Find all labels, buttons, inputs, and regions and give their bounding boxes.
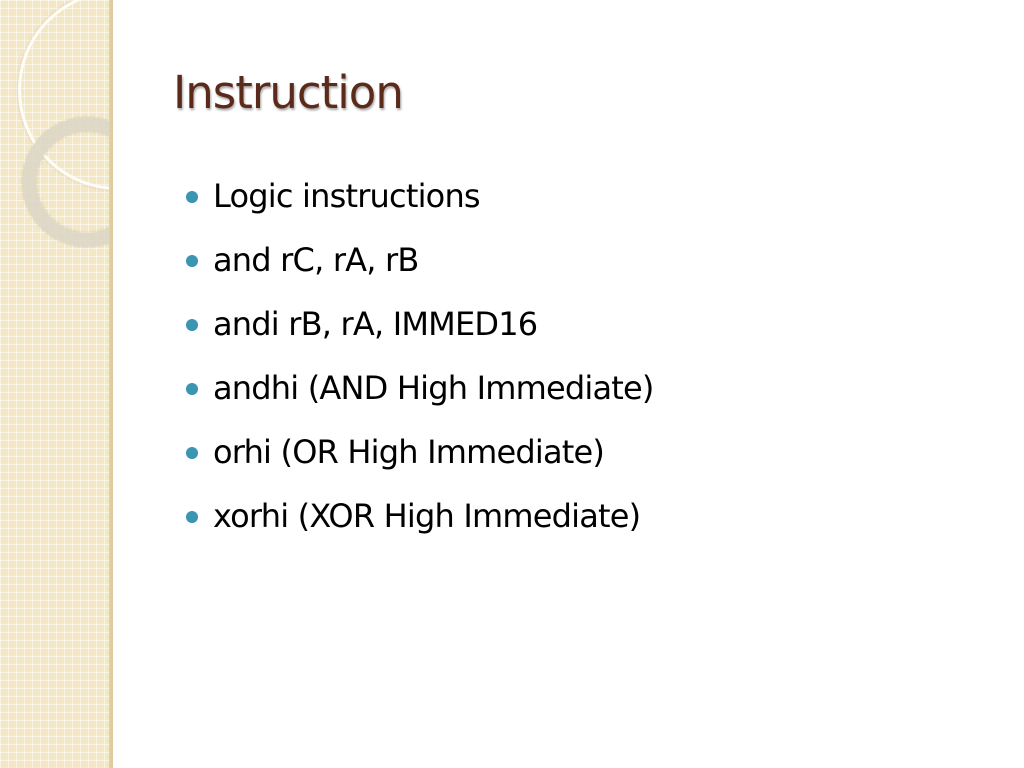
bullet-text: andhi (AND High Immediate) (213, 369, 654, 407)
bullet-dot-icon (186, 191, 198, 203)
side-panel-edge (109, 0, 113, 768)
bullet-list (183, 170, 654, 554)
bullet-dot-icon (186, 383, 198, 395)
bullet-item (183, 426, 654, 490)
bullet-item (183, 170, 654, 234)
bullet-item (183, 298, 654, 362)
decorative-side-panel (0, 0, 113, 768)
slide-title: Instruction (173, 66, 403, 119)
bullet-text: andi rB, rA, IMMED16 (213, 305, 538, 343)
bullet-text: Logic instructions (213, 177, 480, 215)
bullet-text: and rC, rA, rB (213, 241, 419, 279)
bullet-text: xorhi (XOR High Immediate) (213, 497, 641, 535)
bullet-dot-icon (186, 319, 198, 331)
bullet-item (183, 362, 654, 426)
bullet-dot-icon (186, 447, 198, 459)
bullet-dot-icon (186, 255, 198, 267)
bullet-dot-icon (186, 511, 198, 523)
bullet-item (183, 234, 654, 298)
bullet-text: orhi (OR High Immediate) (213, 433, 605, 471)
bullet-item (183, 490, 654, 554)
